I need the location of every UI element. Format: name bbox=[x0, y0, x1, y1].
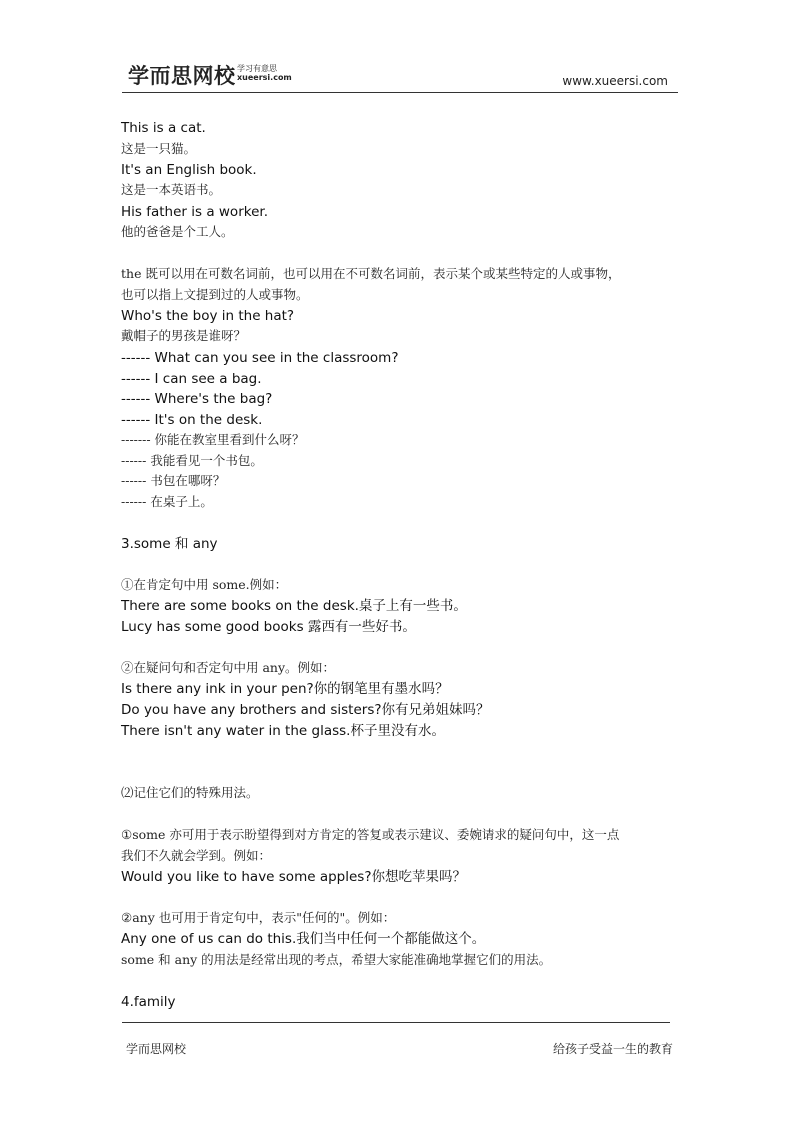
logo-domain: xueersi.com bbox=[237, 73, 292, 82]
text-line: His father is a worker. bbox=[121, 204, 268, 220]
text-line: ②any 也可用于肯定句中，表示"任何的"。例如： bbox=[121, 910, 396, 925]
text-line: the 既可以用在可数名词前，也可以用在不可数名词前，表示某个或某些特定的人或事物， bbox=[121, 266, 621, 281]
logo-slogan: 学习有意思 bbox=[237, 64, 277, 73]
text-line: ------ 在桌子上。 bbox=[121, 494, 213, 509]
text-line: ①some 亦可用于表示盼望得到对方肯定的答复或表示建议、委婉请求的疑问句中，这一点 bbox=[121, 827, 620, 842]
text-line: 我们不久就会学到。例如： bbox=[121, 848, 272, 863]
text-line: 他的爸爸是个工人。 bbox=[121, 224, 234, 239]
logo-title: 学而思网校 bbox=[128, 64, 236, 88]
text-line: ⑵记住它们的特殊用法。 bbox=[121, 785, 259, 800]
page-header bbox=[122, 58, 678, 93]
text-line: Lucy has some good books 露西有一些好书。 bbox=[121, 619, 416, 635]
text-line: 戴帽子的男孩是谁呀？ bbox=[121, 328, 247, 343]
text-line: ------ It's on the desk. bbox=[121, 412, 263, 428]
footer-slogan: 给孩子受益一生的教育 bbox=[553, 1042, 674, 1056]
text-line: ------ I can see a bag. bbox=[121, 371, 262, 387]
section-heading: 3.some 和 any bbox=[121, 536, 218, 552]
text-line: ①在肯定句中用 some.例如： bbox=[121, 577, 288, 592]
footer-divider bbox=[122, 1022, 670, 1023]
text-line: 也可以指上文提到过的人或事物。 bbox=[121, 287, 309, 302]
text-line: Any one of us can do this.我们当中任何一个都能做这个。 bbox=[121, 931, 486, 947]
text-line: Who's the boy in the hat? bbox=[121, 308, 295, 324]
text-line: This is a cat. bbox=[121, 120, 206, 136]
text-line: Would you like to have some apples?你想吃苹果吗？ bbox=[121, 869, 466, 885]
text-line: 这是一本英语书。 bbox=[121, 182, 222, 197]
site-url[interactable]: www.xueersi.com bbox=[562, 74, 668, 88]
text-line: ------ 书包在哪呀？ bbox=[121, 473, 226, 488]
text-line: ------ 我能看见一个书包。 bbox=[121, 453, 263, 468]
text-line: Is there any ink in your pen?你的钢笔里有墨水吗？ bbox=[121, 681, 449, 697]
footer-brand: 学而思网校 bbox=[126, 1042, 187, 1056]
text-line: ------- 你能在教室里看到什么呀？ bbox=[121, 432, 305, 447]
text-line: There isn't any water in the glass.杯子里没有水。 bbox=[121, 723, 445, 739]
text-line: 这是一只猫。 bbox=[121, 141, 197, 156]
text-line: ②在疑问句和否定句中用 any。例如： bbox=[121, 660, 336, 675]
text-line: some 和 any 的用法是经常出现的考点，希望大家能准确地掌握它们的用法。 bbox=[121, 952, 552, 967]
text-line: Do you have any brothers and sisters?你有兄弟姐妹吗？ bbox=[121, 702, 490, 718]
text-line: There are some books on the desk.桌子上有一些书。 bbox=[121, 598, 467, 614]
section-heading: 4.family bbox=[121, 994, 176, 1010]
text-line: It's an English book. bbox=[121, 162, 257, 178]
text-line: ------ What can you see in the classroom? bbox=[121, 350, 399, 366]
text-line: ------ Where's the bag? bbox=[121, 391, 273, 407]
